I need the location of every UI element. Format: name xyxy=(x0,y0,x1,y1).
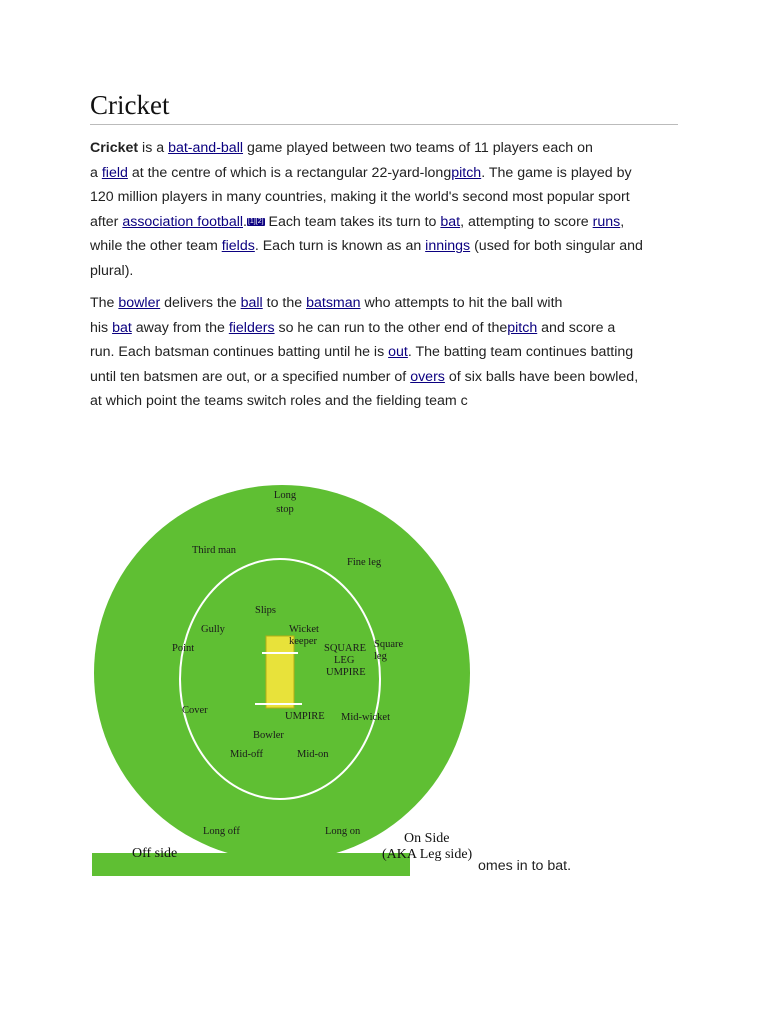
label-wicket-keeper: Wicket xyxy=(289,624,319,635)
text-line xyxy=(90,291,690,316)
label-wicket-keeper-2: keeper xyxy=(289,636,317,647)
text-line xyxy=(90,316,690,341)
label-long-stop: Long xyxy=(273,490,297,501)
label-cover: Cover xyxy=(182,705,208,716)
text: of six balls have been bowled, xyxy=(444,368,639,385)
text: run. Each batsman continues batting until he is xyxy=(90,344,389,361)
label-on-side: On Side xyxy=(404,831,450,846)
link-field[interactable]: field xyxy=(101,164,128,181)
label-third-man: Third man xyxy=(192,545,237,556)
link-fields[interactable]: fields xyxy=(221,238,255,255)
link-bat[interactable]: bat xyxy=(440,213,461,230)
link-pitch[interactable]: pitch xyxy=(451,164,482,181)
text-line xyxy=(90,210,690,235)
text-line xyxy=(90,234,690,259)
citation-badge[interactable]: [1][2] xyxy=(247,217,264,225)
text-line xyxy=(90,136,690,161)
text: , xyxy=(620,213,625,230)
link-overs[interactable]: overs xyxy=(410,368,445,385)
text: . xyxy=(243,213,247,230)
text: a xyxy=(90,164,102,181)
paragraph-continuation: omes in to bat. xyxy=(478,858,572,874)
label-on-side-aka: (AKA Leg side) xyxy=(382,847,473,862)
text: delivers the xyxy=(160,295,241,311)
label-square-leg-2: leg xyxy=(374,651,387,662)
text: The xyxy=(90,295,119,311)
label-gully: Gully xyxy=(201,624,225,635)
label-umpire: UMPIRE xyxy=(285,711,325,722)
label-point: Point xyxy=(172,643,195,654)
text-line: 120 million players in many countries, making it the world's second most popular sport xyxy=(90,189,630,206)
label-mid-wicket: Mid-wicket xyxy=(341,712,390,723)
page-title: Cricket xyxy=(90,90,678,125)
cricket-field-diagram xyxy=(92,483,476,876)
text-line: at which point the teams switch roles and the fielding team c xyxy=(90,393,468,410)
link-pitch-2[interactable]: pitch xyxy=(507,319,538,336)
link-ball[interactable]: ball xyxy=(240,295,263,311)
label-mid-off: Mid-off xyxy=(230,749,264,760)
link-batsman[interactable]: batsman xyxy=(306,295,361,311)
link-association-football[interactable]: association football xyxy=(122,213,244,230)
link-runs[interactable]: runs xyxy=(592,213,621,230)
text: so he can run to the other end of the xyxy=(274,319,508,336)
text: Each team takes its turn to xyxy=(264,213,441,230)
bold-term: Cricket xyxy=(90,140,139,156)
link-out[interactable]: out xyxy=(388,344,408,361)
text: , attempting to score xyxy=(460,213,593,230)
label-slips: Slips xyxy=(255,605,277,616)
text: his xyxy=(90,319,113,336)
text: . The game is played by xyxy=(481,164,632,181)
text: to the xyxy=(262,295,307,311)
link-bat-2[interactable]: bat xyxy=(112,319,132,336)
link-bat-and-ball[interactable]: bat-and-ball xyxy=(168,140,244,156)
label-off-side: Off side xyxy=(132,846,178,861)
link-innings[interactable]: innings xyxy=(425,238,471,255)
label-long-on: Long on xyxy=(325,826,361,837)
text-line xyxy=(90,365,690,390)
text-line: plural). xyxy=(90,262,134,279)
second-paragraph xyxy=(90,291,690,414)
label-long-off: Long off xyxy=(203,826,240,837)
text: (used for both singular and xyxy=(470,238,643,255)
label-square-leg-umpire-2: LEG xyxy=(334,655,355,666)
label-fine-leg: Fine leg xyxy=(347,557,382,568)
text-line xyxy=(90,340,690,365)
text-line xyxy=(90,161,690,186)
text: at the centre of which is a rectangular 22-yard-long xyxy=(127,164,452,181)
text: is a xyxy=(138,140,169,156)
text: until ten batsmen are out, or a specified number of xyxy=(90,368,411,385)
label-square-leg-umpire: SQUARE xyxy=(324,643,367,654)
label-bowler: Bowler xyxy=(253,730,284,741)
link-fielders[interactable]: fielders xyxy=(228,319,275,336)
label-mid-on: Mid-on xyxy=(297,749,329,760)
text: away from the xyxy=(131,319,229,336)
text: and score a xyxy=(537,319,616,336)
text: who attempts to hit the ball with xyxy=(360,295,563,311)
label-square-leg: Square xyxy=(374,639,404,650)
intro-paragraph xyxy=(90,136,690,284)
text: while the other team xyxy=(90,238,222,255)
text: after xyxy=(90,213,123,230)
link-bowler[interactable]: bowler xyxy=(118,295,161,311)
text: . The batting team continues batting xyxy=(407,344,634,361)
label-square-leg-umpire-3: UMPIRE xyxy=(326,667,366,678)
text: . Each turn is known as an xyxy=(254,238,426,255)
label-long-stop-2: stop xyxy=(276,504,294,515)
text: game played between two teams of 11 players each on xyxy=(243,140,593,156)
